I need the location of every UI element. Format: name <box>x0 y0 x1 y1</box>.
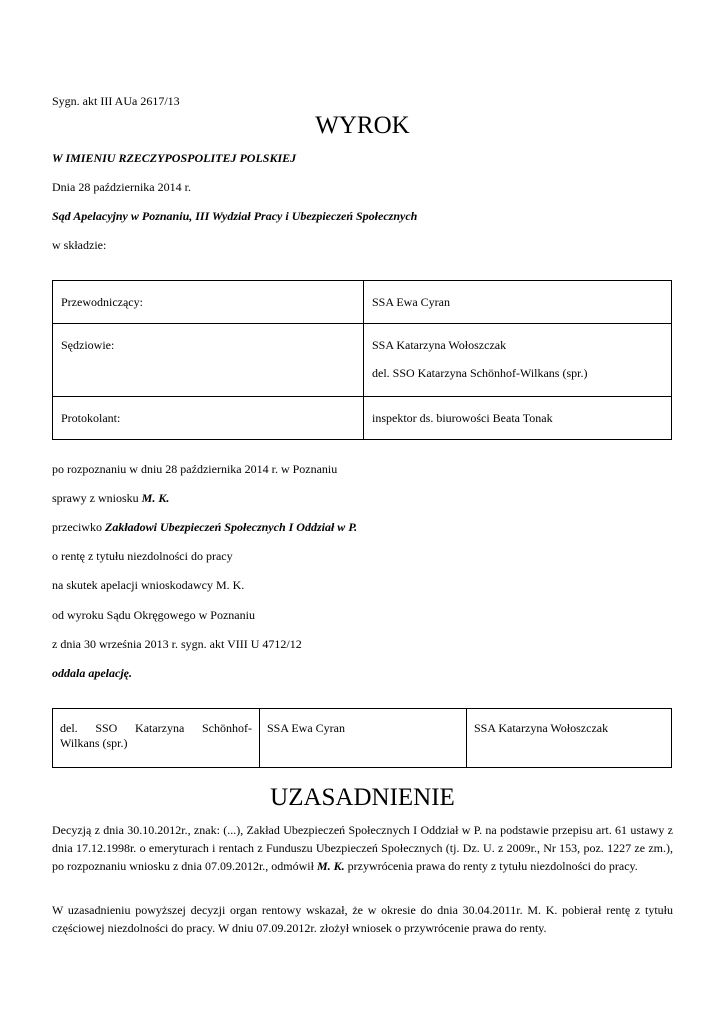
document-title: WYROK <box>315 112 410 139</box>
composition-intro: w składzie: <box>52 238 107 252</box>
table-row <box>53 281 672 324</box>
signature-3: SSA Katarzyna Wołoszczak <box>467 709 672 768</box>
judges-label: Sędziowie: <box>53 324 364 397</box>
clerk-label: Protokolant: <box>53 397 364 440</box>
judges-cell <box>364 324 672 397</box>
ruling-decision: oddala apelację. <box>52 666 132 680</box>
table-row <box>53 709 672 768</box>
ruling-line-5: na skutek apelacji wnioskodawcy M. K. <box>52 578 245 592</box>
court-composition-table <box>52 280 672 440</box>
ruling-date: Dnia 28 października 2014 r. <box>52 180 191 194</box>
in-name-of-republic: W IMIENIU RZECZYPOSPOLITEJ POLSKIEJ <box>52 151 297 165</box>
justification-title: UZASADNIENIE <box>270 784 455 811</box>
ruling-line-4: o rentę z tytułu niezdolności do pracy <box>52 549 233 563</box>
signature-1-line-2: Wilkans (spr.) <box>60 736 128 750</box>
paragraph-1-text-end: przywrócenia prawa do renty z tytułu niezdolności do pracy. <box>344 859 638 873</box>
applicant-name: M. K. <box>141 491 170 505</box>
signature-1 <box>53 709 260 768</box>
signature-1-line-1: del. SSO Katarzyna Schönhof- <box>60 721 252 735</box>
ruling-line-3 <box>52 520 357 535</box>
respondent-name: Zakładowi Ubezpieczeń Społecznych I Oddział w P. <box>104 520 358 534</box>
signature-2: SSA Ewa Cyran <box>260 709 467 768</box>
ruling-line-2 <box>52 491 169 506</box>
table-row <box>53 324 672 397</box>
ruling-line-6: od wyroku Sądu Okręgowego w Poznaniu <box>52 608 255 622</box>
chair-value: SSA Ewa Cyran <box>364 281 672 324</box>
judge-1: SSA Katarzyna Wołoszczak <box>372 338 507 352</box>
justification-paragraph-2: W uzasadnieniu powyższej decyzji organ rentowy wskazał, że w okresie do dnia 30.04.2011r. M. K. pobierał rentę z tytułu częściowej niezdolności do pracy. W dniu 07.09.2012r. złożył wniosek o przywrócenie prawa do renty. <box>52 903 673 935</box>
chair-label: Przewodniczący: <box>53 281 364 324</box>
court-name: Sąd Apelacyjny w Poznaniu, III Wydział Pracy i Ubezpieczeń Społecznych <box>52 209 418 223</box>
case-signature: Sygn. akt III AUa 2617/13 <box>52 94 180 108</box>
table-row <box>53 397 672 440</box>
ruling-line-1: po rozpoznaniu w dniu 28 października 2014 r. w Poznaniu <box>52 462 338 476</box>
paragraph-1-name: M. K. <box>316 859 345 873</box>
clerk-value: inspektor ds. biurowości Beata Tonak <box>364 397 672 440</box>
signatures-table <box>52 708 672 768</box>
ruling-line-7: z dnia 30 września 2013 r. sygn. akt VIII U 4712/12 <box>52 637 302 651</box>
applicant-prefix: sprawy z wniosku <box>52 491 142 505</box>
justification-paragraph-1 <box>52 821 673 875</box>
judge-2: del. SSO Katarzyna Schönhof-Wilkans (spr.) <box>372 366 588 380</box>
respondent-prefix: przeciwko <box>52 520 105 534</box>
paragraph-1-text: Decyzją z dnia 30.10.2012r., znak: (...), Zakład Ubezpieczeń Społecznych I Oddział w P. na podstawie przepisu art. 61 ustawy z dnia 17.12.1998r. o emeryturach i rentach z Funduszu Ubezpieczeń Społecznych (tj. Dz. U. z 2009r., Nr 153, poz. 1227 ze zm.), po rozpoznaniu wniosku z dnia 07.09.2012r., odmówił <box>52 823 673 873</box>
